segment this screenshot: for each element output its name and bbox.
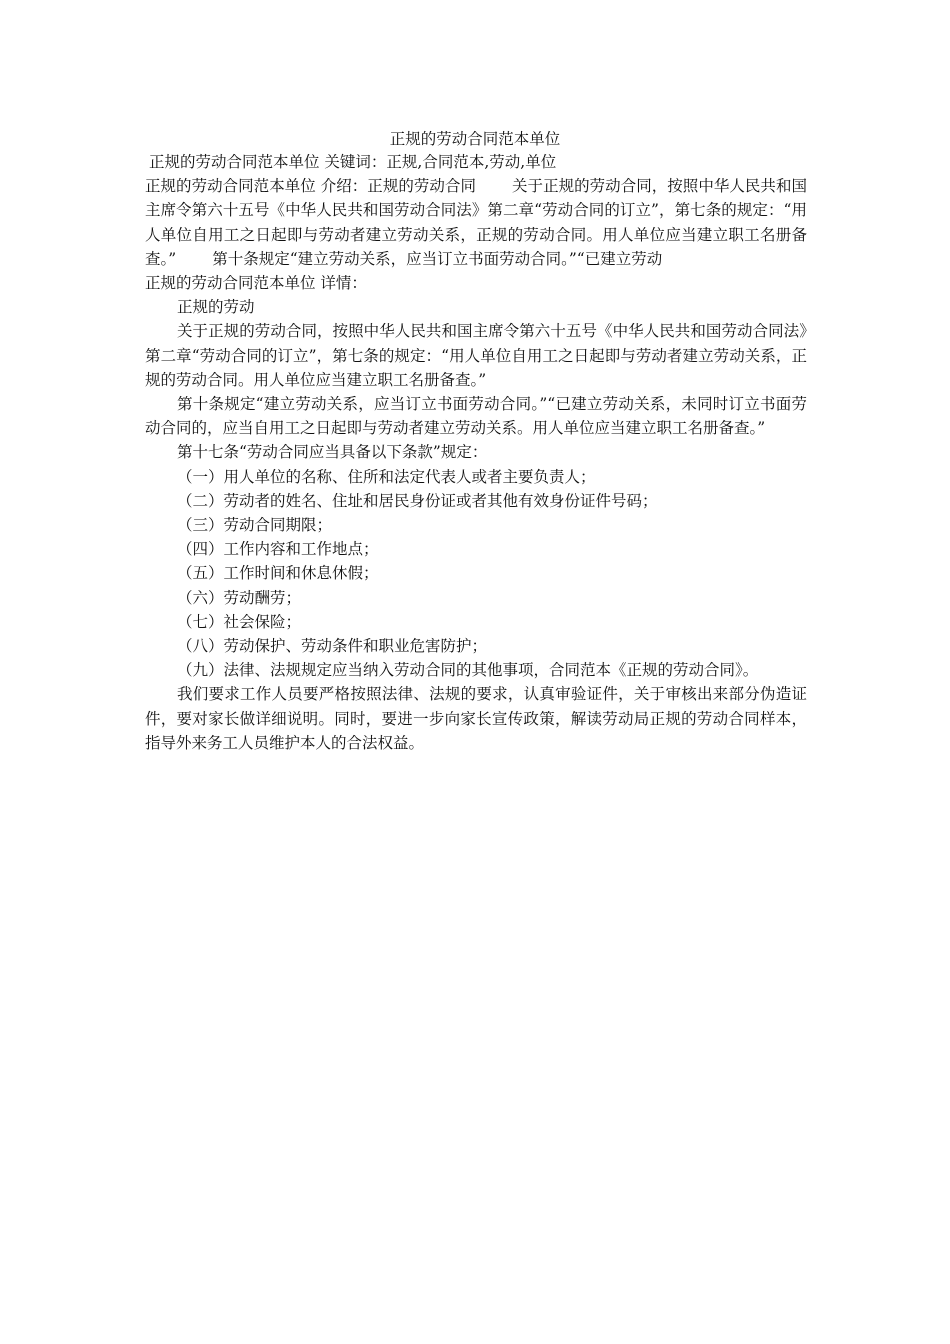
list-item: （四）工作内容和工作地点；: [177, 540, 379, 559]
list-item: （六）劳动酬劳；: [177, 588, 302, 607]
intro-label: 正规的劳动合同范本单位 介绍：正规的劳动合同: [145, 177, 476, 196]
list-item: （八）劳动保护、劳动条件和职业危害防护；: [177, 637, 488, 656]
intro-paragraph: [145, 174, 807, 271]
paragraph-3: 第十七条“劳动合同应当具备以下条款”规定：: [177, 443, 488, 462]
list-item: （二）劳动者的姓名、住址和居民身份证或者其他有效身份证件号码；: [177, 491, 658, 510]
paragraph-2: 第十条规定“建立劳动关系，应当订立书面劳动合同。”“已建立劳动关系，未同时订立书面劳动合同的，应当自用工之日起即与劳动者建立劳动关系。用人单位应当建立职工名册备查。”: [145, 395, 807, 438]
intro-text: 关于正规的劳动合同，按照中华人民共和国主席令第六十五号《中华人民共和国劳动合同法》第二章“劳动合同的订立”，第七条的规定：“用人单位自用工之日起即与劳动者建立劳动关系，正规的劳动合同。用人单位应当建立职工名册备查。”: [145, 177, 807, 268]
keywords-line: 正规的劳动合同范本单位 关键词：正规,合同范本,劳动,单位: [149, 153, 557, 171]
subheading: 正规的劳动: [177, 298, 255, 317]
list-item: （七）社会保险；: [177, 612, 302, 631]
list-item: （三）劳动合同期限；: [177, 516, 333, 535]
list-item: （九）法律、法规规定应当纳入劳动合同的其他事项，合同范本《正规的劳动合同》。: [177, 661, 759, 680]
details-label: 正规的劳动合同范本单位 详情：: [145, 274, 367, 293]
document-body: [145, 150, 807, 755]
paragraph-1: 关于正规的劳动合同，按照中华人民共和国主席令第六十五号《中华人民共和国劳动合同法》第二章“劳动合同的订立”，第七条的规定：“用人单位自用工之日起即与劳动者建立劳动关系，正规的劳动合同。用人单位应当建立职工名册备查。”: [145, 322, 807, 389]
intro-text-continued: 第十条规定“建立劳动关系，应当订立书面劳动合同。”“已建立劳动: [212, 249, 663, 268]
document-title: 正规的劳动合同范本单位: [389, 130, 561, 148]
list-item: （五）工作时间和休息休假；: [177, 564, 379, 583]
list-item: （一）用人单位的名称、住所和法定代表人或者主要负责人；: [177, 467, 596, 486]
closing-paragraph: 我们要求工作人员要严格按照法律、法规的要求，认真审验证件，关于审核出来部分伪造证件，要对家长做详细说明。同时，要进一步向家长宣传政策，解读劳动局正规的劳动合同样本，指导外来务工人员维护本人的合法权益。: [145, 685, 807, 752]
